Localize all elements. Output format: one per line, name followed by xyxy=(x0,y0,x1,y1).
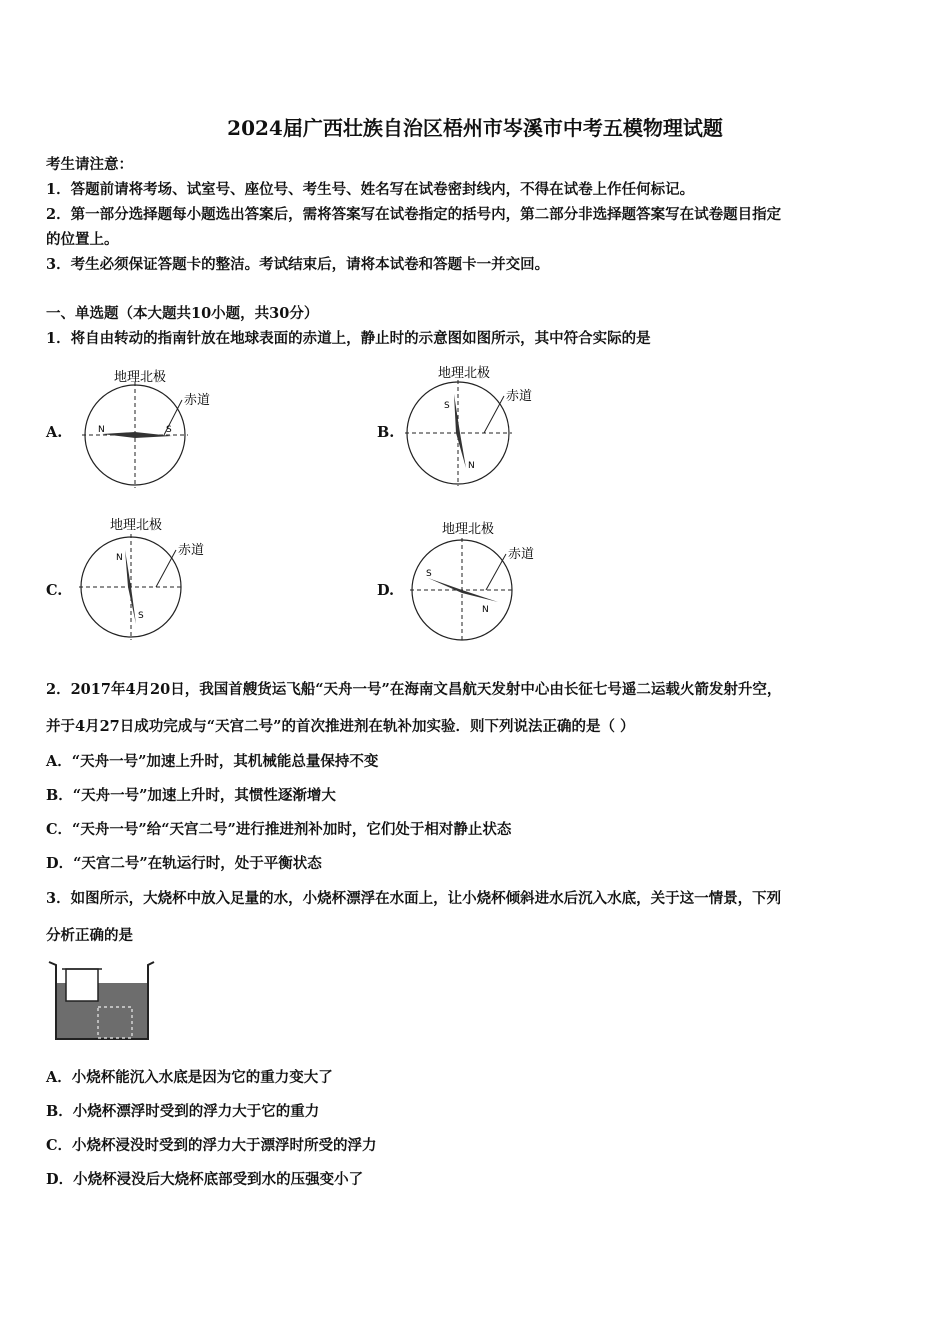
notice-item: 1．答题前请将考场、试室号、座位号、考生号、姓名写在试卷密封线内，不得在试卷上作任何标记。 xyxy=(46,181,695,198)
compass-diagram-b xyxy=(402,360,552,490)
q2-option-b: B．“天舟一号”加速上升时，其惯性逐渐增大 xyxy=(46,787,336,804)
q2-option-a: A．“天舟一号”加速上升时，其机械能总量保持不变 xyxy=(46,753,379,770)
n-pole-label: N xyxy=(98,425,105,435)
compass-diagram-c xyxy=(76,514,226,644)
equator-label: 赤道 xyxy=(178,543,205,558)
q3-option-d: D．小烧杯浸没后大烧杯底部受到水的压强变小了 xyxy=(46,1171,364,1188)
q3-option-a: A．小烧杯能沉入水底是因为它的重力变大了 xyxy=(46,1069,333,1086)
question-2-stem: 2．2017年4月20日，我国首艘货运飞船“天舟一号”在海南文昌航天发射中心由长征七号遥二运载火箭发射升空， xyxy=(46,681,782,698)
notice-item: 2．第一部分选择题每小题选出答案后，需将答案写在试卷指定的括号内，第二部分非选择题答案写在试卷题目指定 xyxy=(46,206,782,223)
beaker-diagram xyxy=(46,957,156,1043)
n-pole-label: N xyxy=(116,553,123,563)
page-title: 2024届广西壮族自治区梧州市岑溪市中考五模物理试题 xyxy=(227,116,723,140)
notice-heading: 考生请注意： xyxy=(46,156,133,173)
equator-label: 赤道 xyxy=(508,547,535,562)
q1-option-a: A. xyxy=(46,424,63,441)
q2-option-c: C．“天舟一号”给“天宫二号”进行推进剂补加时，它们处于相对静止状态 xyxy=(46,821,512,838)
north-pole-label: 地理北极 xyxy=(438,366,491,381)
question-3-stem-cont: 分析正确的是 xyxy=(46,927,133,944)
north-pole-label: 地理北极 xyxy=(114,370,167,385)
q1-option-c: C. xyxy=(46,582,63,599)
question-1-stem: 1．将自由转动的指南针放在地球表面的赤道上，静止时的示意图如图所示，其中符合实际的是 xyxy=(46,330,651,347)
q1-option-d: D. xyxy=(377,582,395,599)
s-pole-label: S xyxy=(138,611,144,621)
q1-option-b: B. xyxy=(377,424,395,441)
s-pole-label: S xyxy=(444,401,450,411)
section-heading: 一、单选题（本大题共10小题，共30分） xyxy=(46,305,319,322)
question-2-stem-cont: 并于4月27日成功完成与“天宫二号”的首次推进剂在轨补加实验．则下列说法正确的是（ ） xyxy=(46,718,635,735)
equator-label: 赤道 xyxy=(184,393,211,408)
q3-option-b: B．小烧杯漂浮时受到的浮力大于它的重力 xyxy=(46,1103,320,1120)
compass-diagram-d xyxy=(406,518,556,644)
equator-label: 赤道 xyxy=(506,389,533,404)
compass-diagram-a xyxy=(76,362,226,490)
s-pole-label: S xyxy=(166,425,172,435)
north-pole-label: 地理北极 xyxy=(110,518,163,533)
q2-option-d: D．“天宫二号”在轨运行时，处于平衡状态 xyxy=(46,855,322,872)
notice-item: 的位置上。 xyxy=(46,231,119,248)
n-pole-label: N xyxy=(482,605,489,615)
north-pole-label: 地理北极 xyxy=(442,522,495,537)
notice-item: 3．考生必须保证答题卡的整洁。考试结束后，请将本试卷和答题卡一并交回。 xyxy=(46,256,550,273)
n-pole-label: N xyxy=(468,461,475,471)
q3-option-c: C．小烧杯浸没时受到的浮力大于漂浮时所受的浮力 xyxy=(46,1137,377,1154)
s-pole-label: S xyxy=(426,569,432,579)
question-3-stem: 3．如图所示，大烧杯中放入足量的水，小烧杯漂浮在水面上，让小烧杯倾斜进水后沉入水底，关于这一情景，下列 xyxy=(46,890,782,907)
